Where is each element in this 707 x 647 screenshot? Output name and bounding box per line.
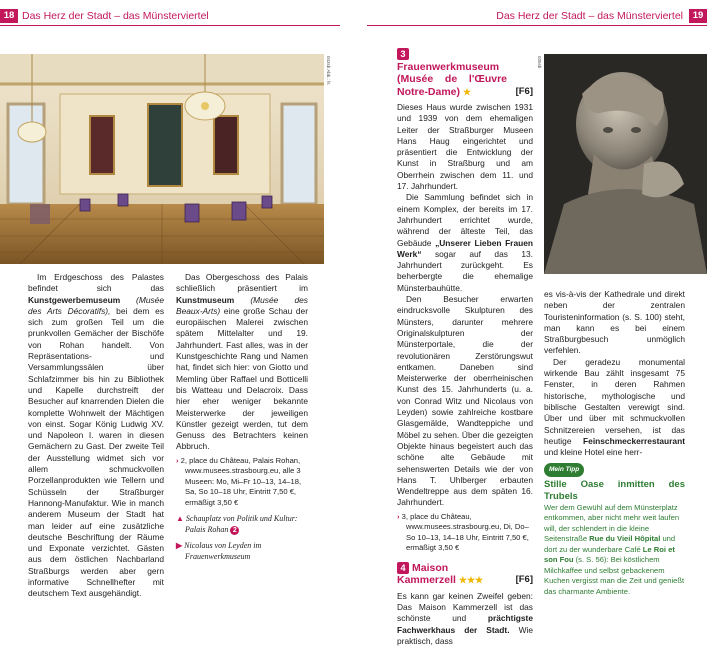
photo-caption-1 [176, 514, 308, 535]
section-number-3: 3 [397, 48, 409, 60]
paragraph: es vis-à-vis der Kathedrale und direkt neben der zentralen Touristeninformation (s. S. 100) steht, man kann es bei einem Straßburgbesuch unmöglich verfehlen. [544, 289, 685, 356]
street-name: Rue du Vieil Hôpital [589, 534, 661, 544]
section-number-4: 4 [397, 562, 409, 574]
left-column-2 [176, 272, 308, 562]
right-column-1 [397, 48, 533, 647]
building-name: „Unserer Lieben Frauen Werk“ [397, 237, 533, 259]
photo-credit-right: 035sb [537, 56, 542, 69]
text: Das Obergeschoss des Palais schließlich präsentiert im [176, 272, 308, 294]
caption-text: Schauplatz von Politik und Kultur: Palais Rohan [185, 514, 298, 534]
number-badge: 2 [230, 526, 239, 535]
museum-info-text: 3, place du Château, www.musees.strasbourg.eu, Di, Do–So 10–13, 14–18 Uhr, Eintritt 7,50 €, ermäßigt 3,50 € [401, 511, 529, 553]
info-arrow-icon: › [397, 511, 400, 521]
header-rule-right [367, 25, 707, 26]
section-heading-4 [397, 562, 533, 587]
tip-label: Mein Tipp [544, 463, 584, 476]
text: sogar auf das 13. Jahrhundert zurückgeht. Es beherbergte die ehemalige Münsterbauhütte. [397, 248, 533, 293]
highlight-term: prächtigste Fachwerkhaus der Stadt. [397, 613, 533, 635]
museum-info-block [176, 456, 308, 509]
cafe-name: Le Roi et son Fou [544, 544, 675, 565]
section-title: Maison Kammerzell [397, 561, 456, 587]
caption-arrow-up-icon: ▲ [176, 514, 184, 524]
museum-info-block [397, 512, 533, 554]
text: Der geradezu monumental wirkende Bau zählt insgesamt 75 Fenster, in deren Rahmen historische, mythologische und biblische Gestalten verewigt sind. Über und über mit schmuckvollen Schnitzereien versehen, ist das heutige [544, 356, 685, 446]
nicolaus-leyden-bust-illustration [544, 54, 707, 274]
right-column-2 [544, 289, 685, 597]
info-arrow-icon: › [176, 455, 179, 465]
photo-caption-2 [176, 541, 308, 562]
musee-beaux-arts-term: (Musée des Beaux-Arts) [176, 294, 308, 316]
kunstgewerbemuseum-term: Kunstgewerbemuseum [28, 294, 121, 305]
restaurant-term: Feinschmeckerrestaurant [583, 435, 685, 446]
palais-rohan-photo [0, 54, 324, 264]
page-number-left: 18 [0, 9, 18, 23]
section-heading-3 [397, 48, 533, 98]
tip-body [544, 503, 685, 598]
text: eine große Schau der europäischen Malerei zwischen spätem Mittelalter und 19. Jahrhundert. Fast alles, was in der Kunstgeschichte Rang und Namen hat, findet sich hier: von Giotto und Memling über Raffael und Botticelli bis Watteau und Delacroix. Dass hier eher weniger bekannte Meisterwerke der jeweiligen Künstler gezeigt werden, tut dem Genuss des Betrachters keinen Abbruch. [176, 305, 308, 452]
section-title: Frauenwerkmuseum (Musée de l'Œuvre Notre-Dame) [397, 60, 507, 98]
rating-stars: ★ [462, 86, 472, 97]
sculpture-photo [544, 54, 707, 274]
palais-rohan-illustration [0, 54, 324, 264]
text: Es kann gar keinen Zweifel geben: Das Maison Kammerzell ist das schönste und [397, 590, 533, 624]
tip-title: Stille Oase inmitten des Trubels [544, 478, 685, 502]
text: und dort zu der wunderbare Café [544, 534, 676, 554]
text: Die Sammlung befindet sich in einem Komplex, der bereits im 17. Jahrhundert errichtet wurde, während der älteste Teil, das Gebäude [397, 192, 533, 248]
text: Im Erdgeschoss des Palastes befindet sich das [28, 272, 164, 294]
running-head-right: Das Herz der Stadt – das Münsterviertel [496, 10, 683, 22]
paragraph: Dieses Haus wurde zwischen 1931 und 1939 von dem ehemaligen Leiter der Straßburger Museen Hans Haug eingerichtet und präsentiert die Entwicklung der Kunst in Straßburg und am Oberrhein zwischen dem 11. und 17. Jahrhundert. [397, 102, 533, 192]
left-column-1 [28, 272, 164, 600]
paragraph: Den Besucher erwarten eindrucksvolle Skulpturen des Münsters, darunter mehrere Originalskulpturen der Münsterportale, die der revolutionären Zerstörungswut entkamen. Daneben sind Meisterwerke der oberrheinischen Kunst des 15. Jahrhunderts (u. a. von Conrad Witz und Nicolaus von Leyden) sowie zahlreiche kostbare Glasgemälde, Wandteppiche und Möbel zu sehen. Über die gezeigten Objekte hinaus begeistert auch das schöne alte Gebäude mit sehenswerten Details wie der von Hans T. Uhlberger erbauten Wendeltreppe aus dem späten 16. Jahrhundert. [397, 294, 533, 508]
map-grid-ref: [F6] [515, 574, 533, 586]
tip-box [544, 463, 685, 597]
text: (s. S. 56): Bei köstlichem Milchkaffee und selbst gebackenem Kuchen vergisst man die Zeit und genießt das charmante Ambiente. [544, 555, 685, 596]
text: bei dem es sich zum großen Teil um die prunkvollen Gemächer der Bischöfe von Rohan handelt. Von Repräsentations- und Versammlungssälen über Schlafzimmer bis hin zu Bibliothek und Kapelle durchstreift der Besucher auf knarrenden Dielen die komplette Wohnwelt der Mächtigen von einst. Sogar König Ludwig XV. und Napoleon I. waren in diesen Gemächern zu Gast. Der zweite Teil der Ausstellung widmet sich vor allem schmuckvollen Porzellanprodukten wie Tellern und Schüsseln der Straßburger Hannong-Manufaktur. Wie in manch anderem Museum der Stadt hat man leider auf eine zusätzliche deutsche Beschriftung der Räume und Exponate verzichtet. Gästen aus dem östlichen Nachbarland Straßburgs werden aber gern informative Schnellhefter mit deutschem Text ausgehändigt. [28, 305, 165, 599]
page-number-right: 19 [689, 9, 707, 23]
museum-info-text: 2, place du Château, Palais Rohan, www.musees.strasbourg.eu, alle 3 Museen: Mo, Mi–Fr 10–13, 14–18, Sa, So 10–18 Uhr, Eintritt 7,50 €, ermäßigt 3,50 € [180, 455, 302, 507]
running-head-left: Das Herz der Stadt – das Münsterviertel [22, 10, 209, 22]
photo-credit-left: 043sb Abb.: fs [326, 56, 331, 85]
map-grid-ref: [F6] [515, 85, 533, 97]
text: und kleine Hotel eine herr- [544, 447, 643, 458]
caption-text: Nicolaus von Leyden im Frauenwerkmuseum [184, 541, 262, 561]
kunstmuseum-term: Kunstmuseum [176, 294, 235, 305]
caption-arrow-right-icon: ▶ [176, 541, 183, 551]
rating-stars: ★★★ [458, 575, 484, 586]
header-rule-left [0, 25, 340, 26]
text: Wie praktisch, dass [397, 624, 533, 646]
text: Wer dem Gewühl auf dem Münsterplatz entkommen, aber nicht mehr weit laufen will, der schlendert in die kleine Seitenstraße [544, 502, 680, 544]
musee-arts-decoratifs-term: (Musée des Arts Décoratifs), [28, 294, 164, 316]
